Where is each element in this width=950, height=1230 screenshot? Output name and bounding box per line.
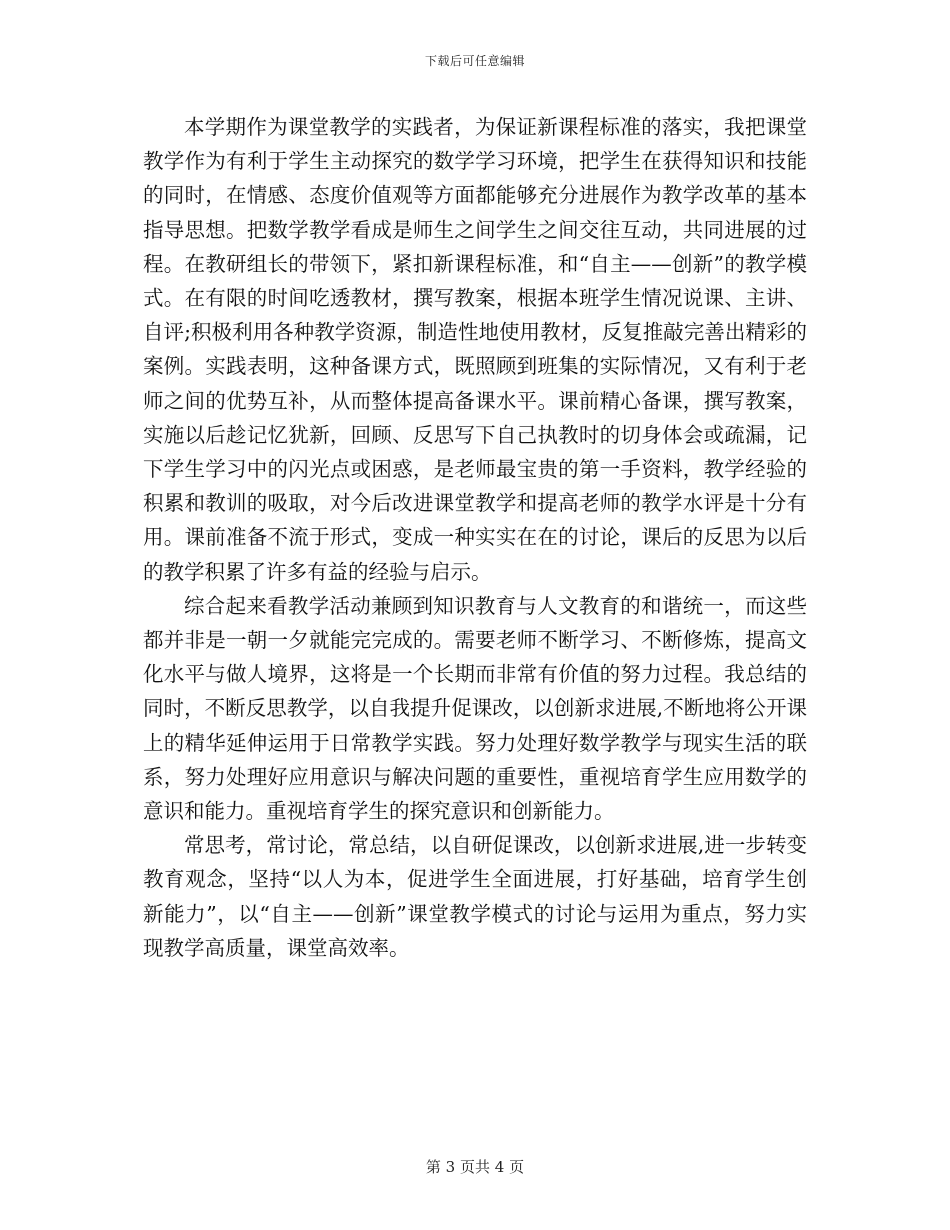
document-body — [143, 110, 807, 965]
paragraph-2: 综合起来看教学活动兼顾到知识教育与人文教育的和谐统一，而这些都并非是一朝一夕就能完完成的。需要老师不断学习、不断修炼，提高文化水平与做人境界，这将是一个长期而非常有价值的努力过程。我总结的同时，不断反思教学，以自我提升促课改，以创新求进展,不断地将公开课上的精华延伸运用于日常教学实践。努力处理好数学教学与现实生活的联系，努力处理好应用意识与解决问题的重要性，重视培育学生应用数学的意识和能力。重视培育学生的探究意识和创新能力。 — [143, 593, 807, 824]
paragraph-1: 本学期作为课堂教学的实践者，为保证新课程标准的落实，我把课堂教学作为有利于学生主动探究的数学学习环境，把学生在获得知识和技能的同时，在情感、态度价值观等方面都能够充分进展作为教学改革的基本指导思想。把数学教学看成是师生之间学生之间交往互动，共同进展的过程。在教研组长的带领下，紧扣新课程标准，和“自主——创新”的教学模式。在有限的时间吃透教材，撰写教案，根据本班学生情况说课、主讲、自评;积极利用各种教学资源，制造性地使用教材，反复推敲完善出精彩的案例。实践表明，这种备课方式，既照顾到班集的实际情况，又有利于老师之间的优势互补，从而整体提高备课水平。课前精心备课，撰写教案，实施以后趁记忆犹新，回顾、反思写下自己执教时的切身体会或疏漏，记下学生学习中的闪光点或困惑，是老师最宝贵的第一手资料，教学经验的积累和教训的吸取，对今后改进课堂教学和提高老师的教学水评是十分有用。课前准备不流于形式，变成一种实实在在的讨论，课后的反思为以后的教学积累了许多有益的经验与启示。 — [143, 115, 807, 584]
page-header: 下载后可任意编辑 — [424, 54, 525, 68]
paragraph-3: 常思考，常讨论，常总结，以自研促课改，以创新求进展,进一步转变教育观念，坚持“以人为本，促进学生全面进展，打好基础，培育学生创新能力”，以“自主——创新”课堂教学模式的讨论与运用为重点，努力实现教学高质量，课堂高效率。 — [143, 833, 807, 960]
page-footer: 第 3 页共 4 页 — [425, 1158, 525, 1176]
